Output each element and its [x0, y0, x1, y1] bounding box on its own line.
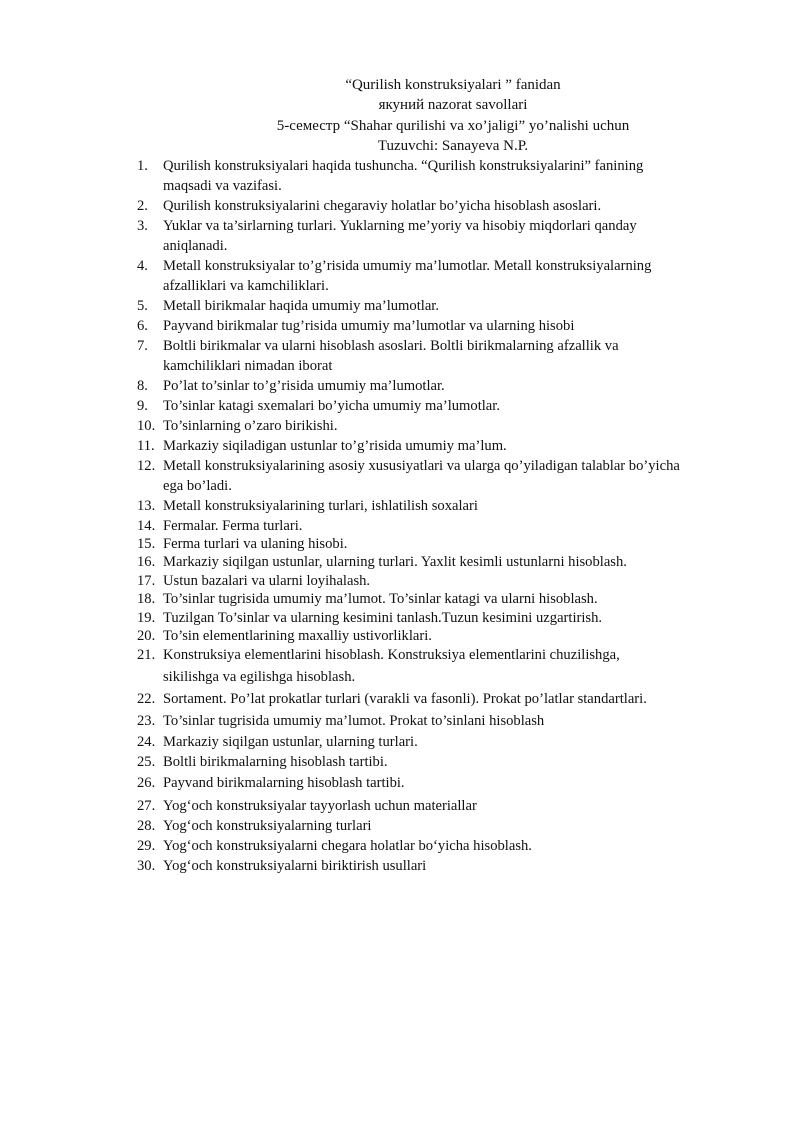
question-number: 20.: [137, 628, 156, 644]
question-number: 24.: [137, 734, 156, 750]
question-number: 22.: [137, 691, 156, 707]
question-text: Metall konstruksiyalarining asosiy xususiyatlari va ularga qo’yiladigan talablar bo’yicha: [163, 458, 680, 474]
question-number: 1.: [137, 158, 148, 174]
question-number: 15.: [137, 536, 156, 552]
question-number: 13.: [137, 498, 156, 514]
question-text: Yuklar va ta’sirlarning turlari. Yuklarning me’yoriy va hisobiy miqdorlari qanday: [163, 218, 637, 234]
question-number: 27.: [137, 798, 156, 814]
question-text: Sortament. Po’lat prokatlar turlari (varakli va fasonli). Prokat po’latlar standartlari.: [163, 691, 647, 707]
question-text: Fermalar. Ferma turlari.: [163, 518, 303, 534]
question-text: Payvand birikmalarning hisoblash tartibi.: [163, 775, 405, 791]
question-text: Ustun bazalari va ularni loyihalash.: [163, 573, 371, 589]
question-text: Boltli birikmalar va ularni hisoblash asoslari. Boltli birikmalarning afzallik va: [163, 338, 619, 354]
question-number: 17.: [137, 573, 156, 589]
question-text: Markaziy siqilgan ustunlar, ularning turlari.: [163, 734, 418, 750]
question-number: 5.: [137, 298, 148, 314]
question-number: 16.: [137, 554, 156, 570]
header-author: Tuzuvchi: Sanayeva N.P.: [377, 138, 529, 154]
question-text: Yog‘och konstruksiyalarni biriktirish usullari: [163, 858, 427, 874]
question-number: 28.: [137, 818, 156, 834]
question-text: Qurilish konstruksiyalarini chegaraviy holatlar bo’yicha hisoblash asoslari.: [163, 198, 602, 214]
question-number: 19.: [137, 610, 156, 626]
question-number: 4.: [137, 258, 148, 274]
question-text: Metall konstruksiyalar to’g’risida umumiy ma’lumotlar. Metall konstruksiyalarning: [163, 258, 652, 274]
question-number: 8.: [137, 378, 148, 394]
question-number: 26.: [137, 775, 156, 791]
question-number: 25.: [137, 754, 156, 770]
question-text: To’sin elementlarining maxalliy ustivorliklari.: [163, 628, 432, 644]
question-text: maqsadi va vazifasi.: [163, 178, 282, 194]
question-text: To’sinlar tugrisida umumiy ma’lumot. To’sinlar katagi va ularni hisoblash.: [163, 591, 598, 607]
question-number: 29.: [137, 838, 156, 854]
question-text: Markaziy siqiladigan ustunlar to’g’risida umumiy ma’lum.: [163, 438, 507, 454]
question-text: Metall konstruksiyalarining turlari, ishlatilish soxalari: [163, 498, 478, 514]
question-number: 9.: [137, 398, 148, 414]
question-number: 23.: [137, 713, 156, 729]
question-text: Boltli birikmalarning hisoblash tartibi.: [163, 754, 388, 770]
question-text: Po’lat to’sinlar to’g’risida umumiy ma’lumotlar.: [163, 378, 445, 394]
question-number: 14.: [137, 518, 156, 534]
question-text: Ferma turlari va ulaning hisobi.: [163, 536, 348, 552]
question-number: 21.: [137, 647, 156, 663]
header-exam-title: якуний nazorat savollari: [378, 97, 528, 113]
question-text: Yog‘och konstruksiyalarni chegara holatlar bo‘yicha hisoblash.: [163, 838, 532, 854]
question-text: aniqlanadi.: [163, 238, 228, 254]
question-text: Tuzilgan To’sinlar va ularning kesimini tanlash.Tuzun kesimini uzgartirish.: [163, 610, 603, 626]
question-text: Metall birikmalar haqida umumiy ma’lumotlar.: [163, 298, 439, 314]
header-subject-title: “Qurilish konstruksiyalari ” fanidan: [345, 77, 561, 93]
question-text: Konstruksiya elementlarini hisoblash. Konstruksiya elementlarini chuzilishga,: [163, 647, 620, 663]
question-text: Markaziy siqilgan ustunlar, ularning turlari. Yaxlit kesimli ustunlarni hisoblash.: [163, 554, 627, 570]
question-text: To’sinlar katagi sxemalari bo’yicha umumiy ma’lumotlar.: [163, 398, 500, 414]
question-number: 10.: [137, 418, 156, 434]
header-semester-line: 5-семестр “Shahar qurilishi va xo’jaligi” yo’nalishi uchun: [276, 118, 630, 134]
question-text: To’sinlarning o’zaro birikishi.: [163, 418, 338, 434]
question-number: 30.: [137, 858, 156, 874]
question-number: 7.: [137, 338, 148, 354]
question-text: To’sinlar tugrisida umumiy ma’lumot. Prokat to’sinlani hisoblash: [163, 713, 545, 729]
question-number: 3.: [137, 218, 148, 234]
question-number: 6.: [137, 318, 148, 334]
question-text: ega bo’ladi.: [163, 478, 232, 494]
question-text: Yog‘och konstruksiyalar tayyorlash uchun materiallar: [163, 798, 477, 814]
question-number: 12.: [137, 458, 156, 474]
question-text: Yog‘och konstruksiyalarning turlari: [163, 818, 372, 834]
question-text: Qurilish konstruksiyalari haqida tushuncha. “Qurilish konstruksiyalarini” fanining: [163, 158, 644, 174]
question-text: kamchiliklari nimadan iborat: [163, 358, 333, 374]
question-text: afzalliklari va kamchiliklari.: [163, 278, 329, 294]
question-number: 18.: [137, 591, 156, 607]
question-text: Payvand birikmalar tug’risida umumiy ma’lumotlar va ularning hisobi: [163, 318, 575, 334]
question-text: sikilishga va egilishga hisoblash.: [163, 669, 356, 685]
question-number: 2.: [137, 198, 148, 214]
question-number: 11.: [137, 438, 155, 454]
